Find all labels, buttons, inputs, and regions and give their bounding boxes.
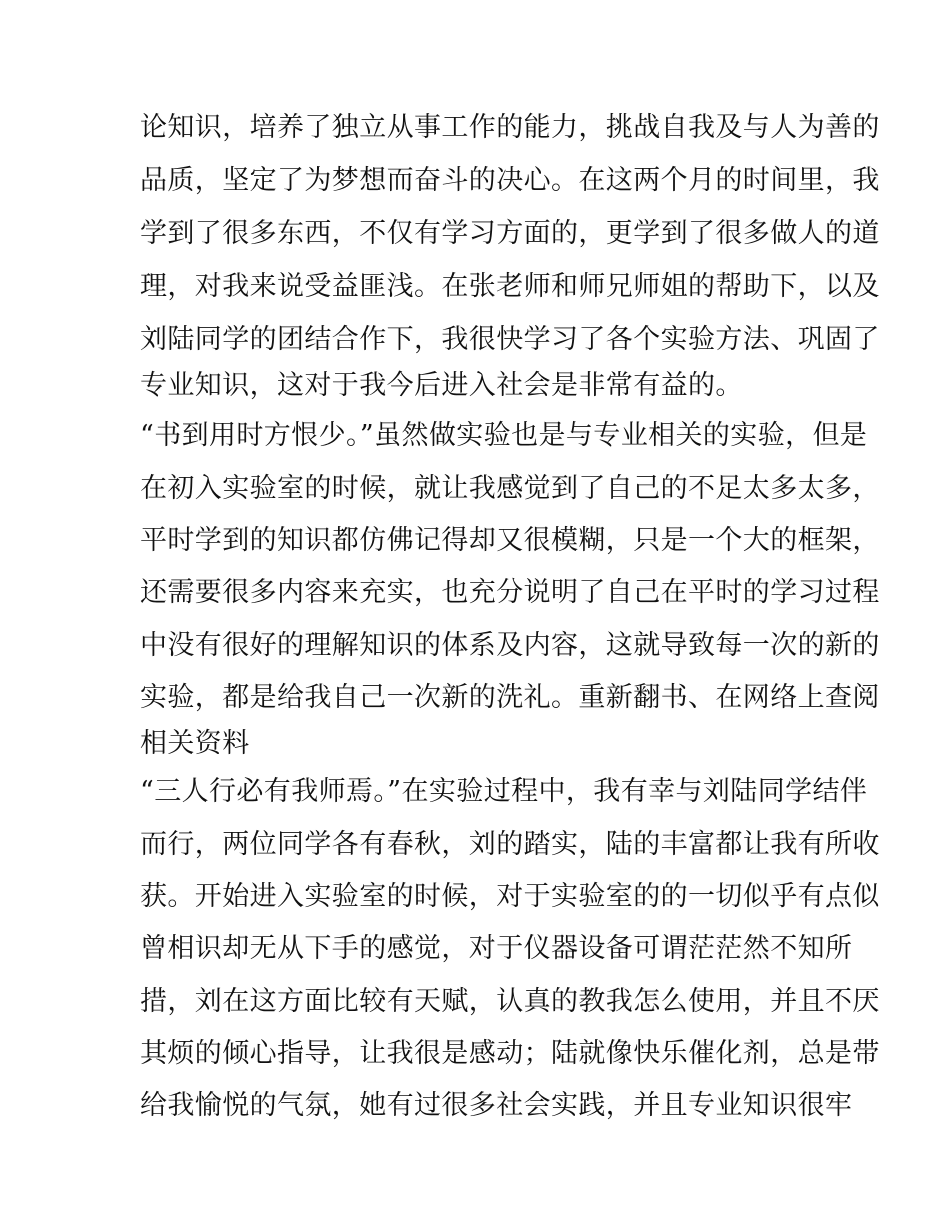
- text-line: 品质，坚定了为梦想而奋斗的决心。在这两个月的时间里，我: [140, 165, 880, 196]
- text-line: 给我愉悦的气氛，她有过很多社会实践，并且专业知识很牢: [140, 1090, 853, 1121]
- text-line: 而行，两位同学各有春秋，刘的踏实，陆的丰富都让我有所收: [140, 829, 880, 860]
- text-line: “书到用时方恨少。”虽然做实验也是与专业相关的实验，但是: [140, 420, 868, 451]
- text-line: 曾相识却无从下手的感觉，对于仪器设备可谓茫茫然不知所: [140, 933, 853, 964]
- text-line: 专业知识，这对于我今后进入社会是非常有益的。: [140, 370, 743, 401]
- text-line: 其烦的倾心指导，让我很是感动；陆就像快乐催化剂，总是带: [140, 1038, 880, 1069]
- text-line: 实验，都是给我自己一次新的洗礼。重新翻书、在网络上查阅: [140, 682, 880, 713]
- text-line: 相关资料: [140, 728, 250, 759]
- text-line: 措，刘在这方面比较有天赋，认真的教我怎么使用，并且不厌: [140, 986, 880, 1017]
- text-line: “三人行必有我师焉。”在实验过程中，我有幸与刘陆同学结伴: [140, 776, 868, 807]
- text-line: 还需要很多内容来充实，也充分说明了自己在平时的学习过程: [140, 577, 880, 608]
- text-line: 学到了很多东西，不仅有学习方面的，更学到了很多做人的道: [140, 218, 880, 249]
- text-line: 论知识，培养了独立从事工作的能力，挑战自我及与人为善的: [140, 112, 880, 143]
- text-line: 在初入实验室的时候，就让我感觉到了自己的不足太多太多，: [140, 473, 880, 504]
- text-line: 平时学到的知识都仿佛记得却又很模糊，只是一个大的框架，: [140, 525, 880, 556]
- text-line: 获。开始进入实验室的时候，对于实验室的的一切似乎有点似: [140, 881, 880, 912]
- text-line: 理，对我来说受益匪浅。在张老师和师兄师姐的帮助下，以及: [140, 271, 880, 302]
- text-line: 刘陆同学的团结合作下，我很快学习了各个实验方法、巩固了: [140, 324, 880, 355]
- text-line: 中没有很好的理解知识的体系及内容，这就导致每一次的新的: [140, 630, 880, 661]
